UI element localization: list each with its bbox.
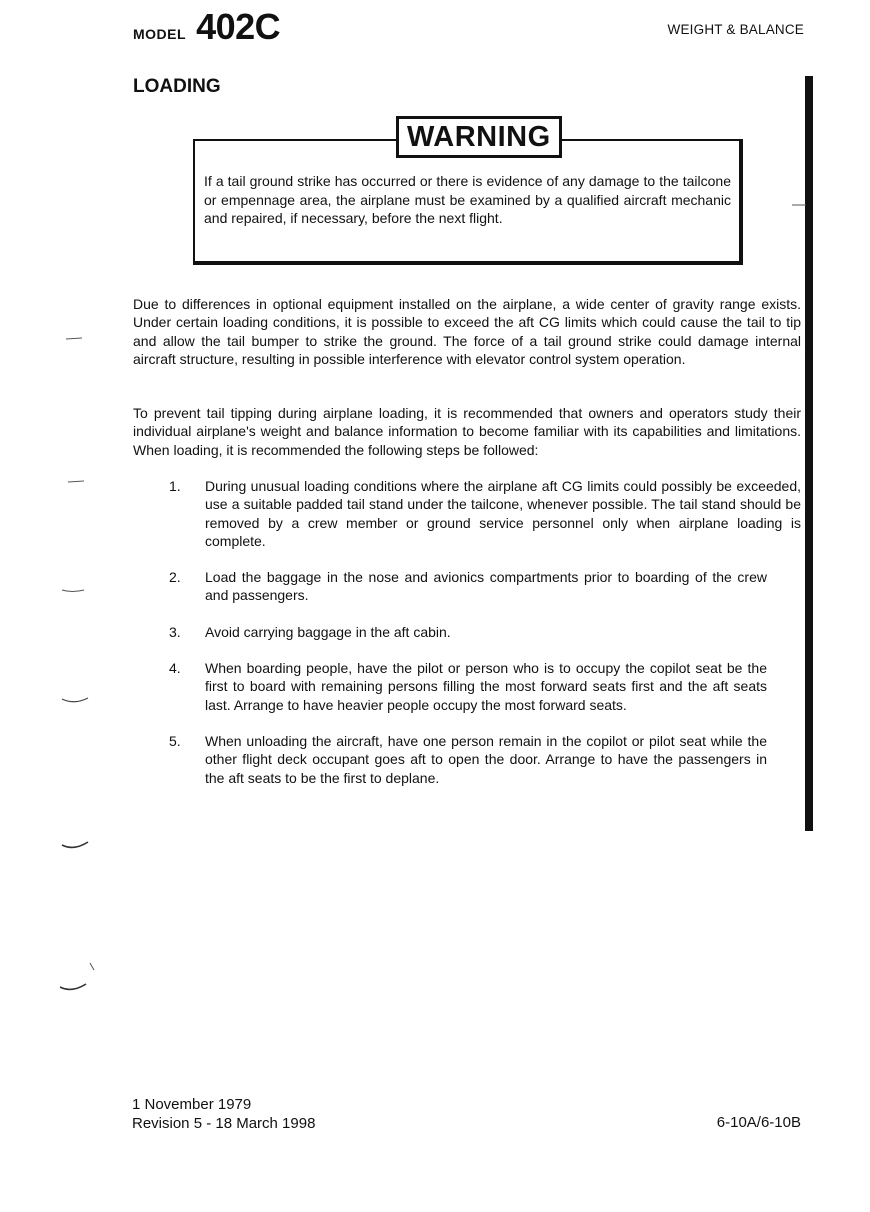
page-number: 6-10A/6-10B bbox=[716, 1114, 801, 1131]
step-text: Avoid carrying baggage in the aft cabin. bbox=[205, 623, 451, 640]
step-text: When unloading the aircraft, have one person remain in the copilot or pilot seat while the other flight deck occupant goes aft to open the door. Arrange to have the passengers in the aft seats to be the first to deplane. bbox=[205, 732, 767, 786]
model-label: MODEL bbox=[133, 26, 187, 42]
step-number: 5. bbox=[169, 732, 181, 749]
issue-date: 1 November 1979 bbox=[132, 1096, 252, 1113]
revision-date: Revision 5 - 18 March 1998 bbox=[132, 1114, 316, 1132]
step-number: 3. bbox=[169, 623, 181, 640]
step-number: 2. bbox=[169, 569, 181, 586]
warning-title: WARNING bbox=[396, 116, 562, 158]
paragraph-tail-tipping: To prevent tail tipping during airplane loading, it is recommended that owners and operators study their individual airplane's weight and balance information to become familiar with its capabilities and limitations. When loading, it is recommended the following steps be followed: bbox=[133, 405, 801, 458]
model-number: 402C bbox=[196, 6, 281, 47]
step-text: During unusual loading conditions where the airplane aft CG limits could possibly be exceeded, use a suitable padded tail stand under the tailcone, whenever possible. The tail stand should be removed by a crew member or ground service personnel only when airplane loading is complete. bbox=[205, 478, 801, 549]
step-number: 1. bbox=[169, 478, 181, 494]
step-text: Load the baggage in the nose and avionics compartments prior to boarding of the crew and passengers. bbox=[205, 569, 767, 604]
step-number: 4. bbox=[169, 660, 181, 677]
paragraph-cg-range: Due to differences in optional equipment installed on the airplane, a wide center of gravity range exists. Under certain loading conditions, it is possible to exceed the aft CG limits which could cause the tail to tip and allow the tail bumper to strike the ground. The force of a tail ground strike could damage internal aircraft structure, resulting in possible interference with elevator control system operation. bbox=[133, 296, 801, 367]
page-heading: LOADING bbox=[133, 76, 221, 97]
warning-text: If a tail ground strike has occurred or there is evidence of any damage to the tailcone or empennage area, the airplane must be examined by a qualified aircraft mechanic and repaired, if necessary, before the next flight. bbox=[204, 173, 731, 226]
step-text: When boarding people, have the pilot or person who is to occupy the copilot seat be the first to board with remaining persons filling the most forward seats first and the aft seats last. Arrange to have heavier people occupy the most forward seats. bbox=[205, 660, 767, 713]
section-title: WEIGHT & BALANCE bbox=[667, 22, 804, 37]
